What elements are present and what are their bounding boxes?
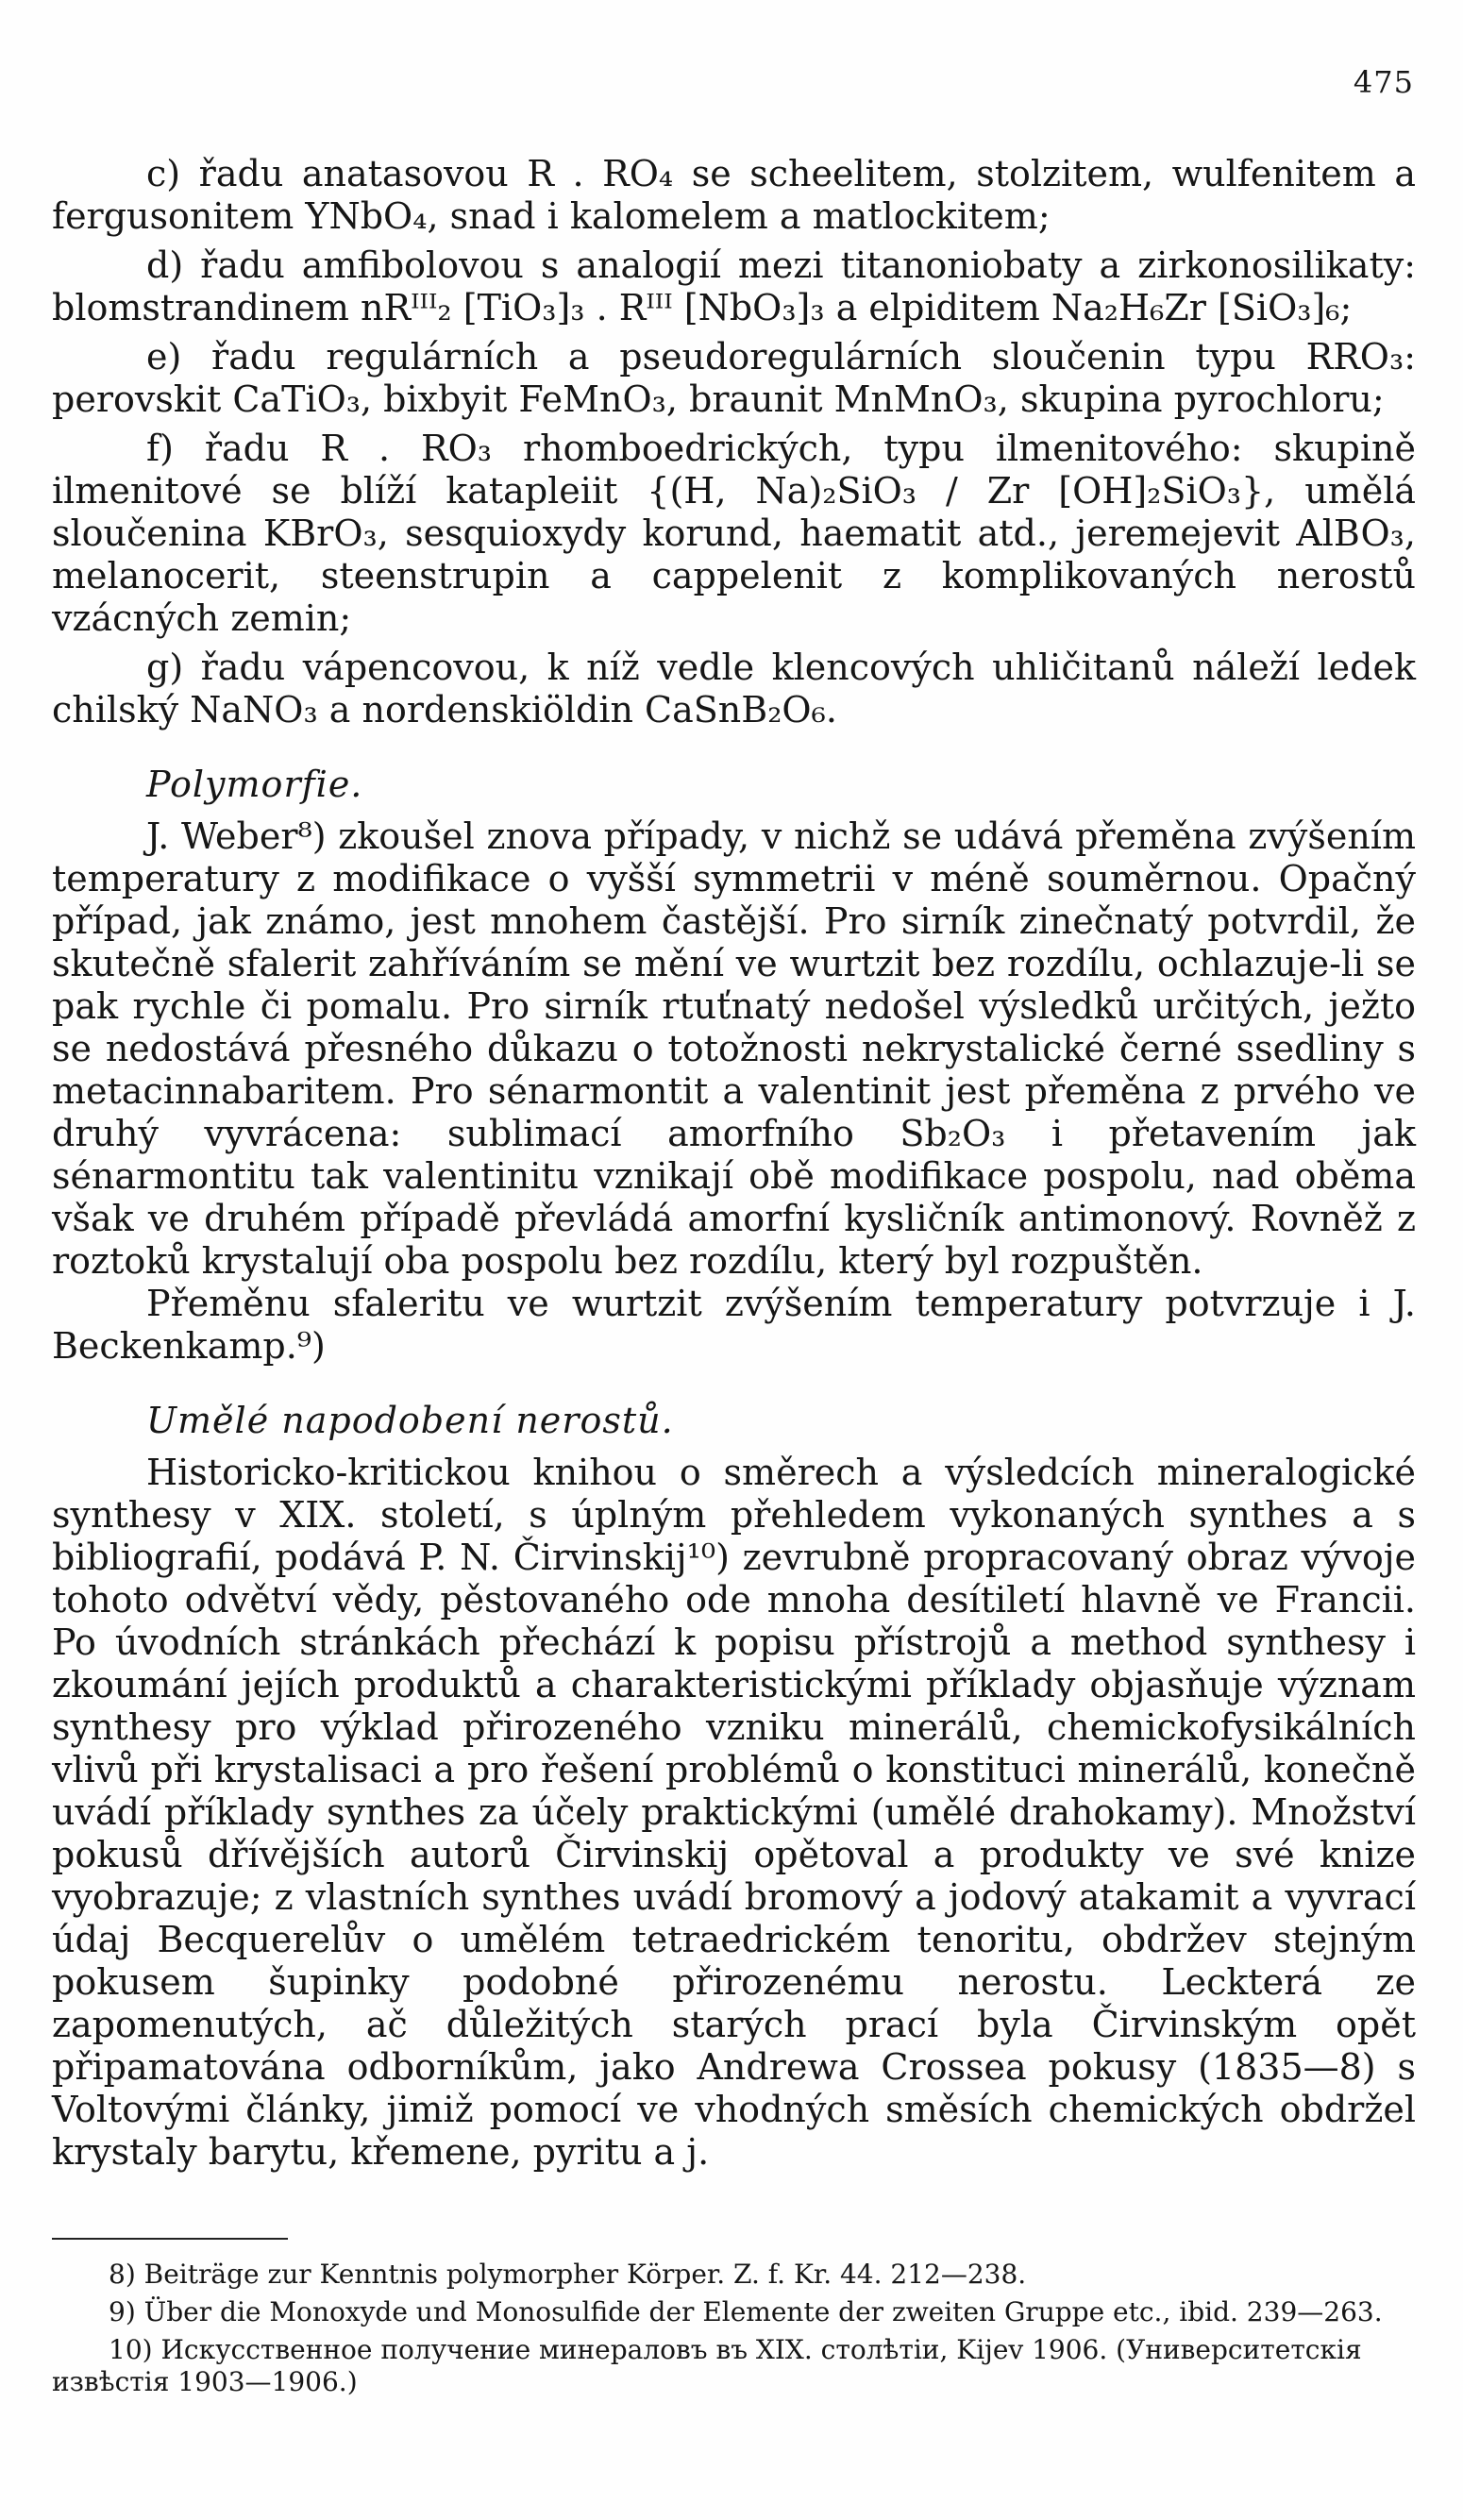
paragraph-beckenkamp: Přeměnu sfaleritu ve wurtzit zvýšením temperatury potvrzuje i J. Beckenkamp.⁹) [52,1283,1416,1367]
paragraph-weber: J. Weber⁸) zkoušel znova případy, v nichž se udává přeměna zvýšením temperatury z modifikace o vyšší symmetrii v méně souměrnou. Opačný případ, jak známo, jest mnohem častější. Pro sirník zinečnatý potvrdil, že skutečně sfalerit zahříváním se mění ve wurtzit bez rozdílu, ochlazuje-li se pak rychle či pomalu. Pro sirník rtuťnatý nedošel výsledků určitých, ježto se nedostává přesného důkazu o totožnosti nekrystalické černé ssedliny s metacinnabaritem. Pro sénarmontit a valentinit jest přeměna z prvého ve druhý vyvrácena: sublimací amorfního Sb₂O₃ i přetavením jak sénarmontitu tak valentinitu vznikají obě modifikace pospolu, nad oběma však ve druhém případě převládá amorfní kysličník antimonový. Rovněž z roztoků krystalují oba pospolu bez rozdílu, který byl rozpuštěn. [52,815,1416,1282]
list-item-e: e) řadu regulárních a pseudoregulárních sloučenin typu RRO₃: perovskit CaTiO₃, bixbyit FeMnO₃, braunit MnMnO₃, skupina pyrochloru; [52,336,1416,420]
footnote-9 [52,2296,1416,2328]
list-item-d: d) řadu amfibolovou s analogií mezi titanoniobaty a zirkonosilikaty: blomstrandinem nRᴵᴵᴵ₂ [TiO₃]₃ . Rᴵᴵᴵ [NbO₃]₃ a elpiditem Na₂H₆Zr [SiO₃]₆; [52,244,1416,328]
body-text [52,153,1416,2174]
footnote-10 [52,2334,1416,2398]
footnote-rule [52,2238,288,2240]
list-item-f: f) řadu R . RO₃ rhomboedrických, typu ilmenitového: skupině ilmenitové se blíží katapleiit {(H, Na)₂SiO₃ / Zr [OH]₂SiO₃}, umělá sloučenina KBrO₃, sesquioxydy korund, haematit atd., jeremejevit AlBO₃, melanocerit, steenstrupin a cappelenit z komplikovaných nerostů vzácných zemin; [52,428,1416,639]
list-item-c: c) řadu anatasovou R . RO₄ se scheelitem, stolzitem, wulfenitem a fergusonitem YNbO₄, snad i kalomelem a matlockitem; [52,153,1416,237]
list-item-g: g) řadu vápencovou, k níž vedle klencových uhličitanů náleží ledek chilský NaNO₃ a nordenskiöldin CaSnB₂O₆. [52,647,1416,731]
footnote-mark: 9) [109,2296,136,2327]
footnote-text: Beiträge zur Kenntnis polymorpher Körper. Z. f. Kr. 44. 212—238. [143,2259,1027,2290]
footnote-8 [52,2259,1416,2291]
footnote-text: Über die Monoxyde und Monosulfide der Elemente der zweiten Gruppe etc., ibid. 239—263. [143,2296,1383,2327]
footnote-mark: 8) [109,2259,136,2290]
page-body [52,57,1416,2404]
page-number: 475 [1353,64,1414,100]
footnote-text: Искусственное получение минераловъ въ XIX. столѣтіи, Kijev 1906. (Университетскія извѣстія 1903—1906.) [52,2334,1362,2397]
section-heading-umele-napodobeni: Umělé napodobení nerostů. [146,1400,674,1441]
section-heading-polymorfie: Polymorfie. [146,764,363,805]
footnote-mark: 10) [109,2334,153,2365]
paragraph-cirvinskij: Historicko-kritickou knihou o směrech a výsledcích mineralogické synthesy v XIX. století, s úplným přehledem vykonaných synthes a s bibliografií, podává P. N. Čirvinskij¹⁰) zevrubně propracovaný obraz vývoje tohoto odvětví vědy, pěstovaného ode mnoha desítiletí hlavně ve Francii. Po úvodních stránkách přechází k popisu přístrojů a method synthesy i zkoumání jejích produktů a charakteristickými příklady objasňuje význam synthesy pro výklad přirozeného vzniku minerálů, chemickofysikálních vlivů při krystalisaci a pro řešení problémů o konstituci minerálů, konečně uvádí příklady synthes za účely praktickými (umělé drahokamy). Množství pokusů dřívějších autorů Čirvinskij opětoval a produkty ve své knize vyobrazuje; z vlastních synthes uvádí bromový a jodový atakamit a vyvrací údaj Becquerelův o umělém tetraedrickém tenoritu, obdržev stejným pokusem šupinky podobné přirozenému nerostu. Leckterá ze zapomenutých, ač důležitých starých prací byla Čirvinským opět připamatována odborníkům, jako Andrewa Crossea pokusy (1835—8) s Voltovými články, jimiž pomocí ve vhodných směsích chemických obdržel krystaly barytu, křemene, pyritu a j. [52,1452,1416,2173]
